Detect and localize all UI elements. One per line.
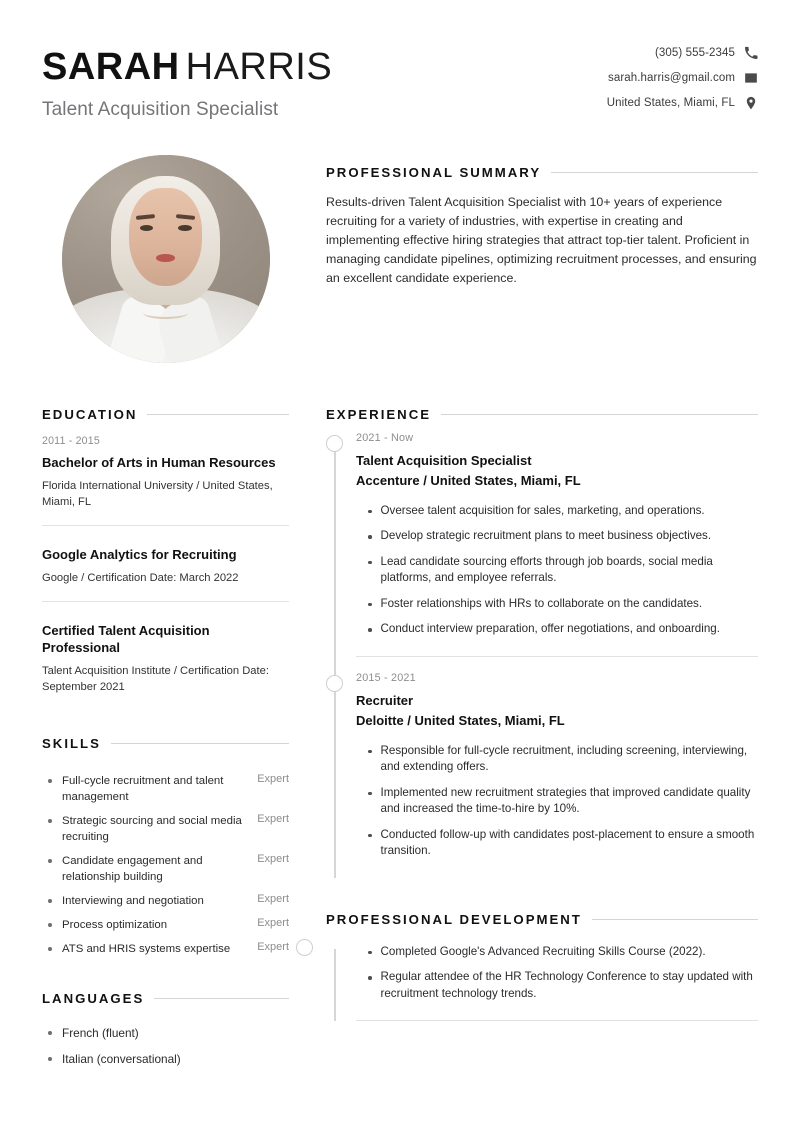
experience-entry xyxy=(356,656,758,878)
education-degree: Bachelor of Arts in Human Resources xyxy=(42,455,276,470)
experience-role: Talent Acquisition Specialist xyxy=(356,453,532,468)
experience-bullets xyxy=(356,498,758,642)
languages-heading-label: LANGUAGES xyxy=(42,991,145,1006)
bullet-text: Oversee talent acquisition for sales, marketing, and operations. xyxy=(380,503,705,517)
avatar-eye-right xyxy=(178,225,192,231)
list-item xyxy=(356,822,758,864)
education-item xyxy=(42,422,289,525)
skills-heading xyxy=(42,736,289,751)
list-item xyxy=(356,939,758,965)
bullet-icon xyxy=(368,792,372,796)
list-item xyxy=(42,913,289,937)
bullet-icon xyxy=(48,859,52,863)
skill-name: Interviewing and negotiation xyxy=(62,895,204,907)
professional-development-heading-label: PROFESSIONAL DEVELOPMENT xyxy=(326,912,582,927)
skills-list xyxy=(42,769,289,961)
skill-level: Expert xyxy=(257,941,289,953)
location-pin-icon xyxy=(744,96,758,110)
experience-section xyxy=(326,407,758,878)
bullet-icon xyxy=(368,603,372,607)
bullet-icon xyxy=(48,947,52,951)
last-name: HARRIS xyxy=(185,46,333,88)
timeline-marker-icon xyxy=(326,435,343,452)
skill-level: Expert xyxy=(257,917,289,929)
education-date: 2011 - 2015 xyxy=(42,435,100,447)
skill-name: Full-cycle recruitment and talent management xyxy=(62,775,224,803)
education-degree: Google Analytics for Recruiting xyxy=(42,547,237,562)
experience-role: Recruiter xyxy=(356,693,414,708)
resume-header xyxy=(42,40,758,121)
first-name: SARAH xyxy=(42,46,180,88)
professional-development-bullets xyxy=(356,939,758,1007)
list-item xyxy=(356,498,758,524)
list-item xyxy=(356,965,758,1007)
heading-rule xyxy=(154,998,289,999)
bullet-text: Lead candidate sourcing efforts through job boards, social media platforms, and employee referrals. xyxy=(380,554,713,584)
language-name: Italian (conversational) xyxy=(62,1052,181,1066)
timeline-line xyxy=(334,949,336,1021)
education-item xyxy=(42,525,289,601)
experience-bullets xyxy=(356,738,758,864)
contact-email[interactable] xyxy=(608,71,758,85)
heading-rule xyxy=(441,414,758,415)
bullet-icon xyxy=(368,976,372,980)
bullet-text: Develop strategic recruitment plans to meet business objectives. xyxy=(380,529,712,542)
bullet-text: Conduct interview preparation, offer negotiations, and onboarding. xyxy=(380,622,720,635)
skill-level: Expert xyxy=(257,773,289,785)
contact-location-text: United States, Miami, FL xyxy=(606,97,735,109)
skills-section xyxy=(42,736,289,961)
phone-icon xyxy=(744,46,758,60)
skill-level: Expert xyxy=(257,813,289,825)
bullet-icon xyxy=(368,628,372,632)
languages-list xyxy=(42,1020,289,1072)
envelope-icon xyxy=(744,71,758,85)
bullet-text: Foster relationships with HRs to collaborate on the candidates. xyxy=(380,596,703,610)
education-degree: Certified Talent Acquisition Professional xyxy=(42,623,210,655)
language-name: French (fluent) xyxy=(62,1026,139,1040)
list-item xyxy=(42,809,289,849)
education-heading-label: EDUCATION xyxy=(42,407,138,422)
experience-heading-label: EXPERIENCE xyxy=(326,407,432,422)
list-item xyxy=(42,1046,289,1072)
bullet-icon xyxy=(48,779,52,783)
professional-development-section xyxy=(326,912,758,1021)
bullet-text: Implemented new recruitment strategies that improved candidate quality and increased the time-to-hire by 10%. xyxy=(380,785,751,815)
contact-phone-text: (305) 555-2345 xyxy=(654,47,735,59)
body-columns xyxy=(42,407,758,1072)
name-block xyxy=(42,40,332,121)
experience-timeline xyxy=(326,432,758,878)
skill-level: Expert xyxy=(257,893,289,905)
heading-rule xyxy=(592,919,758,920)
bullet-icon xyxy=(368,510,372,514)
summary-text: Results-driven Talent Acquisition Specialist with 10+ years of experience recruiting for a variety of industries, with expertise in creating and implementing effective hiring strategies that attract top-tier talent. Proficient in managing candidate pipelines, optimizing recruitment processes, and ensuring an excellent candidate experience. xyxy=(326,195,757,285)
education-item xyxy=(42,601,289,710)
bullet-icon xyxy=(48,923,52,927)
professional-development-timeline xyxy=(326,939,758,1021)
avatar xyxy=(62,155,270,363)
professional-development-heading xyxy=(326,912,758,927)
bullet-text: Completed Google's Advanced Recruiting Skills Course (2022). xyxy=(380,944,706,958)
avatar-lips xyxy=(156,254,175,262)
bullet-icon xyxy=(48,1031,52,1035)
education-section xyxy=(42,407,289,710)
photo-column xyxy=(42,155,289,363)
contact-location[interactable] xyxy=(607,96,758,110)
right-column xyxy=(289,407,758,1072)
list-item xyxy=(42,1020,289,1046)
timeline-marker-icon xyxy=(296,939,313,956)
skills-heading-label: SKILLS xyxy=(42,736,101,751)
contact-phone[interactable] xyxy=(655,46,758,60)
summary-heading-label: PROFESSIONAL SUMMARY xyxy=(326,165,542,180)
list-item xyxy=(42,889,289,913)
list-item xyxy=(42,849,289,889)
list-item xyxy=(356,617,758,643)
bullet-icon xyxy=(368,951,372,955)
bullet-icon xyxy=(368,535,372,539)
list-item xyxy=(356,524,758,550)
bullet-icon xyxy=(368,750,372,754)
contact-email-text: sarah.harris@gmail.com xyxy=(608,72,735,84)
list-item xyxy=(42,937,289,961)
heading-rule xyxy=(111,743,289,744)
experience-date: 2015 - 2021 xyxy=(356,672,416,684)
education-school: Talent Acquisition Institute / Certification Date: September 2021 xyxy=(42,665,269,693)
experience-company: Deloitte / United States, Miami, FL xyxy=(356,713,565,728)
left-column xyxy=(42,407,289,1072)
timeline-marker-icon xyxy=(326,675,343,692)
avatar-eye-left xyxy=(140,225,154,231)
bullet-icon xyxy=(48,819,52,823)
bullet-text: Conducted follow-up with candidates post-placement to ensure a smooth transition. xyxy=(380,827,755,857)
skill-name: Candidate engagement and relationship building xyxy=(62,855,203,883)
experience-company: Accenture / United States, Miami, FL xyxy=(356,473,581,488)
avatar-face xyxy=(129,188,202,286)
experience-entry xyxy=(356,432,758,656)
skill-name: Strategic sourcing and social media recruiting xyxy=(62,815,242,843)
experience-heading xyxy=(326,407,758,422)
list-item xyxy=(356,780,758,822)
list-item xyxy=(356,591,758,617)
list-item xyxy=(42,769,289,809)
skill-level: Expert xyxy=(257,853,289,865)
education-school: Florida International University / United States, Miami, FL xyxy=(42,480,273,508)
bullet-icon xyxy=(368,561,372,565)
photo-summary-row xyxy=(42,155,758,363)
languages-section xyxy=(42,991,289,1072)
heading-rule xyxy=(551,172,758,173)
skill-name: ATS and HRIS systems expertise xyxy=(62,943,231,955)
job-title: Talent Acquisition Specialist xyxy=(42,99,279,120)
summary-section xyxy=(289,155,758,363)
list-item xyxy=(356,549,758,591)
skill-name: Process optimization xyxy=(62,919,168,931)
bullet-text: Responsible for full-cycle recruitment, including screening, interviewing, and extending offers. xyxy=(380,743,748,773)
bullet-text: Regular attendee of the HR Technology Conference to stay updated with recruitment technology trends. xyxy=(380,970,753,1000)
bullet-icon xyxy=(48,899,52,903)
bullet-icon xyxy=(368,834,372,838)
timeline-line xyxy=(334,442,336,878)
contact-list xyxy=(607,40,758,110)
bullet-icon xyxy=(48,1057,52,1061)
heading-rule xyxy=(147,414,289,415)
page-title xyxy=(42,44,332,90)
summary-heading xyxy=(326,165,758,180)
list-item xyxy=(356,738,758,780)
experience-date: 2021 - Now xyxy=(356,432,414,444)
languages-heading xyxy=(42,991,289,1006)
education-heading xyxy=(42,407,289,422)
education-school: Google / Certification Date: March 2022 xyxy=(42,572,239,584)
